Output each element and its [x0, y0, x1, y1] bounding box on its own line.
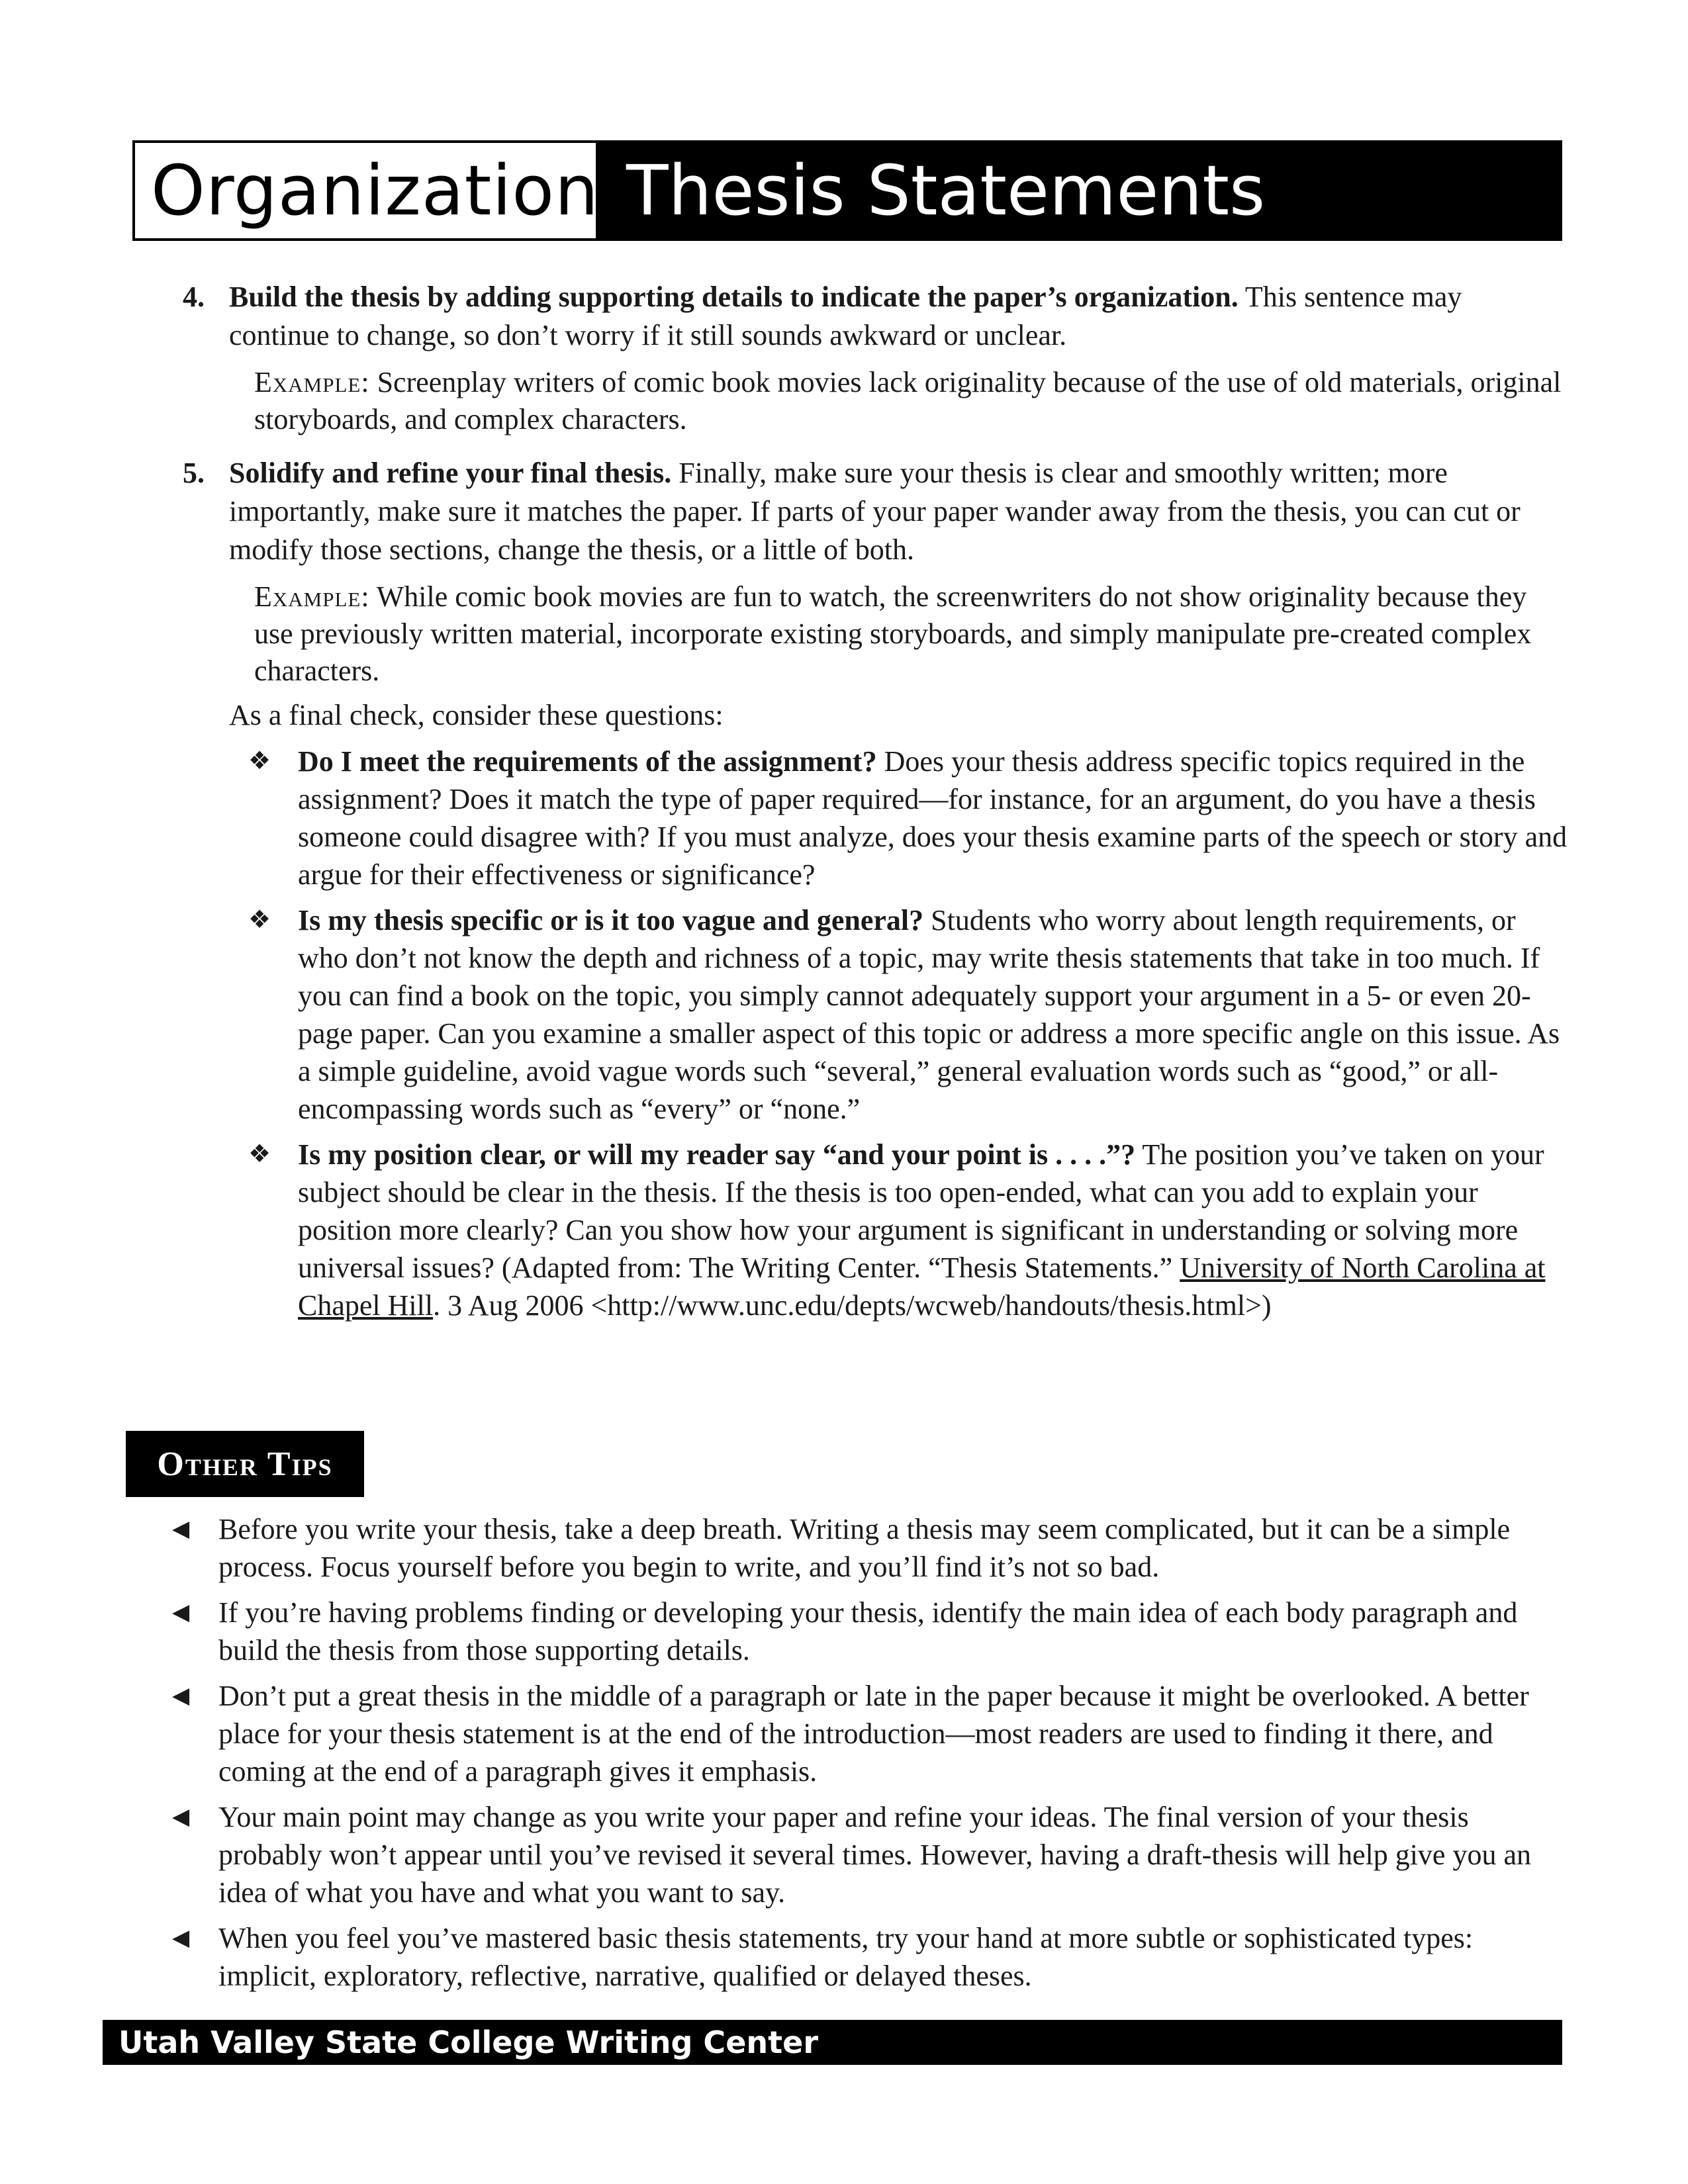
- footer-text: Utah Valley State College Writing Center: [118, 2025, 819, 2060]
- diamond-bullet-icon: ❖: [248, 747, 271, 775]
- tip-item: [172, 1798, 1569, 1911]
- example-5: [254, 578, 1565, 690]
- final-check-intro: As a final check, consider these questions:: [229, 699, 724, 731]
- triangle-left-bullet-icon: ◀: [172, 1682, 190, 1709]
- page-title: Thesis Statements: [626, 150, 1266, 231]
- step-5: [183, 454, 1566, 569]
- example-tag: Example:: [254, 580, 370, 613]
- tip-text: If you’re having problems finding or developing your thesis, identify the main idea of each body paragraph and build the thesis from those supporting details.: [218, 1596, 1518, 1666]
- question-lead: Is my position clear, or will my reader say “and your point is . . . .”?: [298, 1138, 1136, 1171]
- triangle-left-bullet-icon: ◀: [172, 1516, 190, 1542]
- step-text: Finally, make sure your thesis is clear and smoothly written; more importantly, make sure it matches the paper. If parts of your paper wander away from the thesis, you can cut or modify those sections, change the thesis, or a little of both.: [229, 457, 1521, 566]
- tip-item: [172, 1510, 1569, 1586]
- question-requirements: [248, 743, 1569, 893]
- question-lead: Is my thesis specific or is it too vague and general?: [298, 904, 924, 936]
- main-content: [0, 278, 1688, 1324]
- source-citation: . 3 Aug 2006 <http://www.unc.edu/depts/wcweb/handouts/thesis.html>): [433, 1289, 1272, 1322]
- example-4: [254, 364, 1565, 438]
- step-number: 4.: [183, 281, 205, 313]
- triangle-left-bullet-icon: ◀: [172, 1803, 190, 1830]
- section-label-box: [135, 143, 598, 238]
- step-lead: Solidify and refine your final thesis.: [229, 457, 672, 489]
- tip-text: Your main point may change as you write your paper and refine your ideas. The final version of your thesis probably won’t appear until you’ve revised it several times. However, having a draft-thesis will help give you an idea of what you have and what you want to say.: [218, 1801, 1531, 1909]
- question-text: Does your thesis address specific topics required in the assignment? Does it match the type of paper required—for instance, for an argument, do you have a thesis someone could disagree with? If you must analyze, does your thesis examine parts of the speech or story and argue for their effectiveness or significance?: [298, 745, 1568, 891]
- step-lead: Build the thesis by adding supporting details to indicate the paper’s organization.: [229, 281, 1239, 313]
- diamond-bullet-icon: ❖: [248, 906, 271, 934]
- tips-list: [0, 1510, 1688, 2003]
- question-text: Students who worry about length requirements, or who don’t not know the depth and richness of a topic, may write thesis statements that take in too much. If you can find a book on the topic, you simply cannot adequately support your argument in a 5- or even 20-page paper. Can you examine a smaller aspect of this topic or address a more specific angle on this issue. As a simple guideline, avoid vague words such “several,” general evaluation words such as “good,” or all-encompassing words such as “every” or “none.”: [298, 904, 1560, 1125]
- tip-text: Don’t put a great thesis in the middle of a paragraph or late in the paper because it might be overlooked. A better place for your thesis statement is at the end of the introduction—most readers are used to finding it there, and coming at the end of a paragraph gives it emphasis.: [218, 1680, 1529, 1788]
- source-title: University of North Carolina at Chapel Hill: [298, 1251, 1546, 1322]
- step-4: [183, 278, 1566, 355]
- tip-item: [172, 1677, 1569, 1790]
- question-text: The position you’ve taken on your subject should be clear in the thesis. If the thesis is too open-ended, what can you add to explain your position more clearly? Can you show how your argument is significant in understanding or solving more universal issues? (Adapted from: The Writing Center. “Thesis Statements.”: [298, 1138, 1544, 1284]
- question-specific: [248, 901, 1569, 1128]
- triangle-left-bullet-icon: ◀: [172, 1925, 190, 1951]
- question-position: [248, 1136, 1569, 1324]
- example-tag: Example:: [254, 366, 370, 398]
- step-number: 5.: [183, 457, 205, 489]
- other-tips-heading: Other Tips: [126, 1431, 364, 1497]
- tip-item: [172, 1919, 1569, 1995]
- example-text: Screenplay writers of comic book movies lack originality because of the use of old materials, original storyboards, and complex characters.: [254, 366, 1562, 435]
- page-header: [132, 140, 1562, 241]
- diamond-bullet-icon: ❖: [248, 1140, 271, 1168]
- footer-bar: [103, 2020, 1562, 2065]
- tip-item: [172, 1594, 1569, 1669]
- step-text: This sentence may continue to change, so don’t worry if it still sounds awkward or unclear.: [229, 281, 1462, 351]
- section-label: Organization: [151, 150, 599, 231]
- tip-text: Before you write your thesis, take a deep breath. Writing a thesis may seem complicated, but it can be a simple process. Focus yourself before you begin to write, and you’ll find it’s not so bad.: [218, 1513, 1511, 1583]
- question-lead: Do I meet the requirements of the assignment?: [298, 745, 877, 778]
- tip-text: When you feel you’ve mastered basic thesis statements, try your hand at more subtle or sophisticated types: implicit, exploratory, reflective, narrative, qualified or delayed theses.: [218, 1922, 1474, 1992]
- example-text: While comic book movies are fun to watch, the screenwriters do not show originality because they use previously written material, incorporate existing storyboards, and simply manipulate pre-created complex characters.: [254, 580, 1532, 687]
- triangle-left-bullet-icon: ◀: [172, 1599, 190, 1625]
